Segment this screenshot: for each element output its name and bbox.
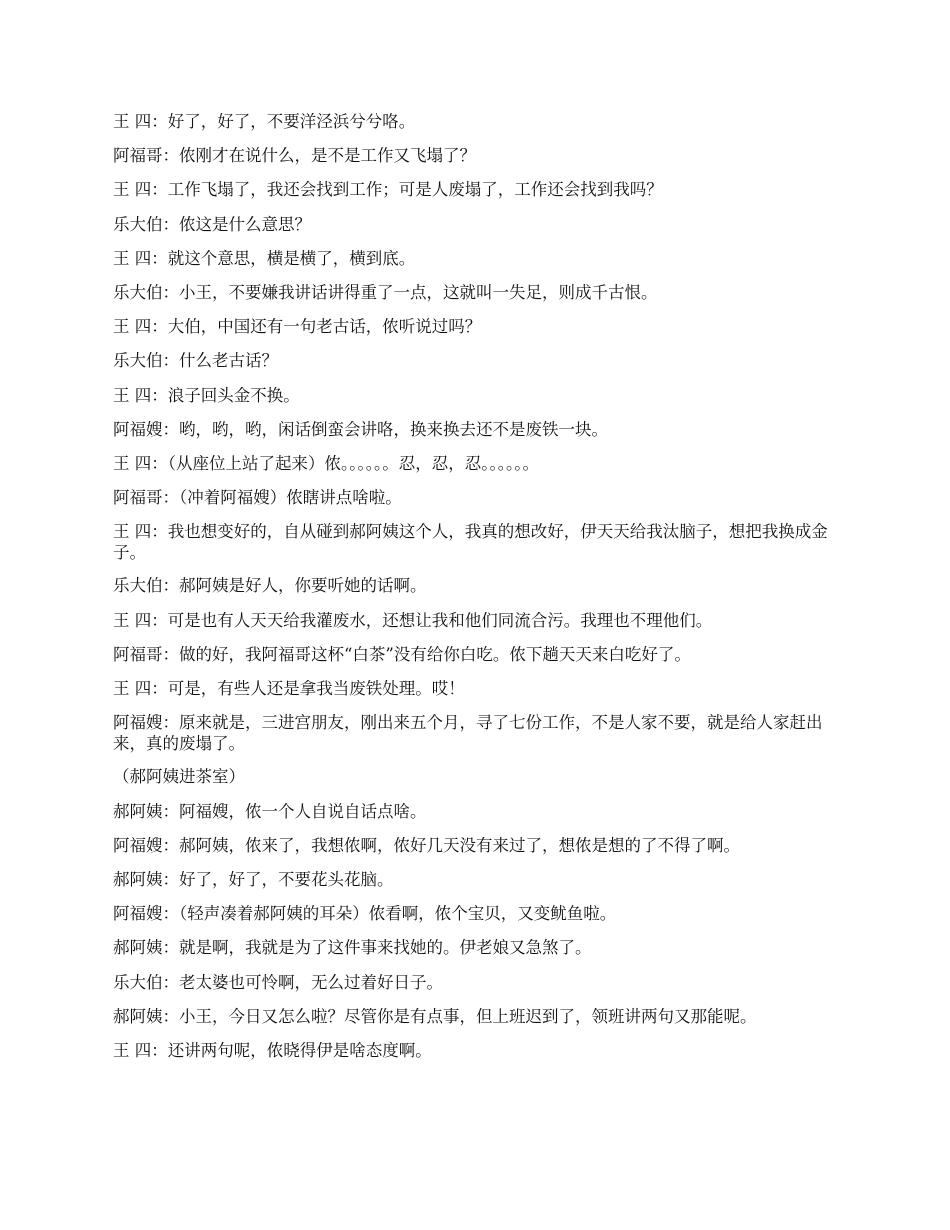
dialogue-line: 乐大伯：郝阿姨是好人，你要听她的话啊。 <box>113 576 427 596</box>
dialogue-line: 阿福嫂：原来就是，三进宫朋友，刚出来五个月，寻了七份工作，不是人家不要，就是给人家赶出来，真的废塌了。 <box>113 713 823 754</box>
script-dialogue <box>113 111 843 1074</box>
dialogue-line: 郝阿姨：阿福嫂，侬一个人自说自话点啥。 <box>113 801 427 821</box>
dialogue-line: 阿福嫂：郝阿姨，侬来了，我想侬啊，侬好几天没有来过了，想侬是想的了不得了啊。 <box>113 835 740 855</box>
dialogue-line: 阿福哥：（冲着阿福嫂）侬瞎讲点啥啦。 <box>113 488 402 508</box>
dialogue-line: 阿福嫂：（轻声凑着郝阿姨的耳朵）侬看啊，侬个宝贝，又变鱿鱼啦。 <box>113 904 617 924</box>
dialogue-line: 王 四：可是也有人天天给我灌废水，还想让我和他们同流合污。我理也不理他们。 <box>113 610 713 630</box>
dialogue-line: 乐大伯：老太婆也可怜啊，无么过着好日子。 <box>113 972 443 992</box>
dialogue-line: 阿福嫂：哟，哟，哟，闲话倒蛮会讲咯，换来换去还不是废铁一块。 <box>113 419 608 439</box>
dialogue-line: 王 四：工作飞塌了，我还会找到工作；可是人废塌了，工作还会找到我吗？ <box>113 180 663 200</box>
dialogue-line: 乐大伯：小王，不要嫌我讲话讲得重了一点，这就叫一失足，则成千古恨。 <box>113 282 658 302</box>
dialogue-line: 王 四：好了，好了，不要洋泾浜兮兮咯。 <box>113 112 416 131</box>
stage-direction: （郝阿姨进茶室） <box>113 767 245 787</box>
dialogue-line: 郝阿姨：就是啊，我就是为了这件事来找她的。伊老娘又急煞了。 <box>113 938 592 958</box>
dialogue-line: 乐大伯：侬这是什么意思？ <box>113 214 311 234</box>
dialogue-line: 乐大伯：什么老古话？ <box>113 351 278 371</box>
dialogue-line: 王 四：大伯，中国还有一句老古话，侬听说过吗？ <box>113 317 482 337</box>
dialogue-line: 郝阿姨：小王，今日又怎么啦？尽管你是有点事，但上班迟到了，领班讲两句又那能呢。 <box>113 1006 757 1026</box>
dialogue-line: 王 四：还讲两句呢，侬晓得伊是啥态度啊。 <box>113 1040 432 1060</box>
dialogue-line: 王 四：我也想变好的，自从碰到郝阿姨这个人，我真的想改好，伊天天给我汰脑子，想把我换成金子。 <box>113 522 828 563</box>
dialogue-line: 王 四：（从座位上站了起来）侬。。。。。。忍，忍，忍。。。。。。 <box>113 453 539 473</box>
dialogue-line: 阿福哥：侬刚才在说什么，是不是工作又飞塌了？ <box>113 146 476 166</box>
dialogue-line: 王 四：浪子回头金不换。 <box>113 385 300 405</box>
dialogue-line: 王 四：就这个意思，横是横了，横到底。 <box>113 248 416 268</box>
dialogue-line: 阿福哥：做的好，我阿福哥这杯“白茶”没有给你白吃。侬下趟天天来白吃好了。 <box>113 644 691 664</box>
dialogue-line: 王 四：可是，有些人还是拿我当废铁处理。哎！ <box>113 679 465 698</box>
dialogue-line: 郝阿姨：好了，好了，不要花头花脑。 <box>113 869 394 889</box>
